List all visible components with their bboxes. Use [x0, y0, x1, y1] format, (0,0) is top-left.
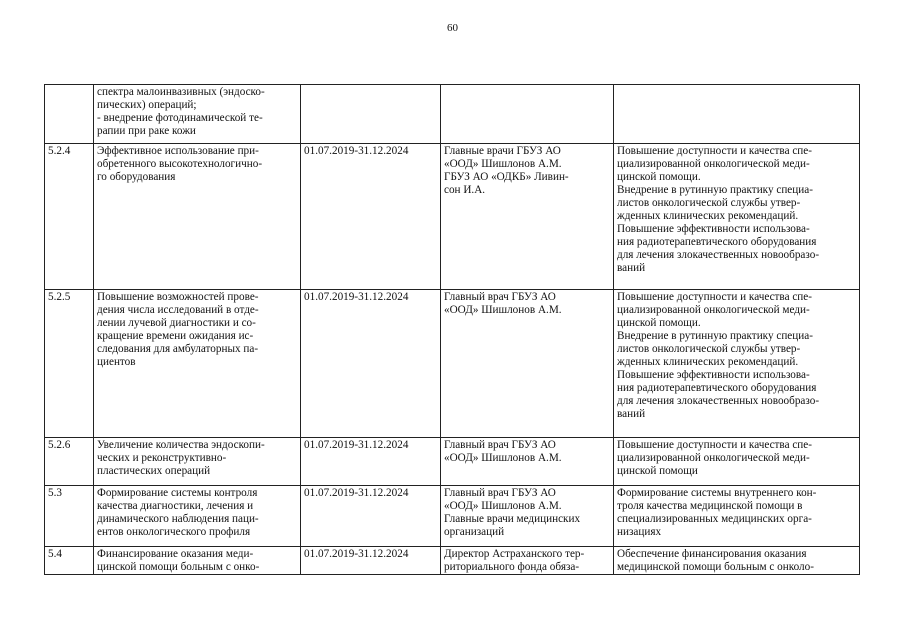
item-number: 5.3 [45, 486, 94, 547]
event-text: спектра малоинвазивных (эндоско- пических) операций; - внедрение фотодинамической те- рапии при раке кожи [94, 85, 301, 144]
result-text: Обеспечение финансирования оказания медицинской помощи больным с онколо- [614, 547, 860, 575]
responsible-text [441, 85, 614, 144]
table-row [45, 486, 860, 547]
responsible-text: Главный врач ГБУЗ АО «ООД» Шишлонов А.М. Главные врачи медицинских организаций [441, 486, 614, 547]
item-number: 5.2.6 [45, 438, 94, 486]
period-text: 01.07.2019-31.12.2024 [301, 486, 441, 547]
period-text: 01.07.2019-31.12.2024 [301, 438, 441, 486]
measures-table [44, 84, 860, 575]
item-number: 5.2.5 [45, 290, 94, 438]
table-row [45, 438, 860, 486]
period-text: 01.07.2019-31.12.2024 [301, 547, 441, 575]
period-text: 01.07.2019-31.12.2024 [301, 144, 441, 290]
result-text [614, 85, 860, 144]
responsible-text: Директор Астраханского тер- риториального фонда обяза- [441, 547, 614, 575]
period-text: 01.07.2019-31.12.2024 [301, 290, 441, 438]
item-number: 5.2.4 [45, 144, 94, 290]
responsible-text: Главные врачи ГБУЗ АО «ООД» Шишлонов А.М. ГБУЗ АО «ОДКБ» Ливин- сон И.А. [441, 144, 614, 290]
responsible-text: Главный врач ГБУЗ АО «ООД» Шишлонов А.М. [441, 290, 614, 438]
table-row [45, 290, 860, 438]
page-number: 60 [447, 22, 458, 34]
event-text: Эффективное использование при- обретенного высокотехнологично- го оборудования [94, 144, 301, 290]
table-row [45, 144, 860, 290]
item-number: 5.4 [45, 547, 94, 575]
period-text [301, 85, 441, 144]
event-text: Формирование системы контроля качества диагностики, лечения и динамического наблюдения паци- ентов онкологического профиля [94, 486, 301, 547]
table-row [45, 85, 860, 144]
result-text: Повышение доступности и качества спе- циализированной онкологической меди- цинской помощи [614, 438, 860, 486]
event-text: Повышение возможностей прове- дения числа исследований в отде- лении лучевой диагностики и со- кращение времени ожидания ис- следования для амбулаторных па- циентов [94, 290, 301, 438]
page-bottom-margin [0, 579, 905, 640]
event-text: Финансирование оказания меди- цинской помощи больным с онко- [94, 547, 301, 575]
result-text: Повышение доступности и качества спе- циализированной онкологической меди- цинской помощи. Внедрение в рутинную практику специа- листов онкологической службы утвер- жденных клинических рекомендаций. Повышение эффективности использова- ния радиотерапевтического оборудования для лечения злокачественных новообразо- ваний [614, 144, 860, 290]
result-text: Формирование системы внутреннего кон- троля качества медицинской помощи в специализированных медицинских орга- низациях [614, 486, 860, 547]
item-number [45, 85, 94, 144]
responsible-text: Главный врач ГБУЗ АО «ООД» Шишлонов А.М. [441, 438, 614, 486]
result-text: Повышение доступности и качества спе- циализированной онкологической меди- цинской помощи. Внедрение в рутинную практику специа- листов онкологической службы утвер- жденных клинических рекомендаций. Повышение эффективности использова- ния радиотерапевтического оборудования для лечения злокачественных новообразо- ваний [614, 290, 860, 438]
table-row [45, 547, 860, 575]
event-text: Увеличение количества эндоскопи- ческих и реконструктивно- пластических операций [94, 438, 301, 486]
